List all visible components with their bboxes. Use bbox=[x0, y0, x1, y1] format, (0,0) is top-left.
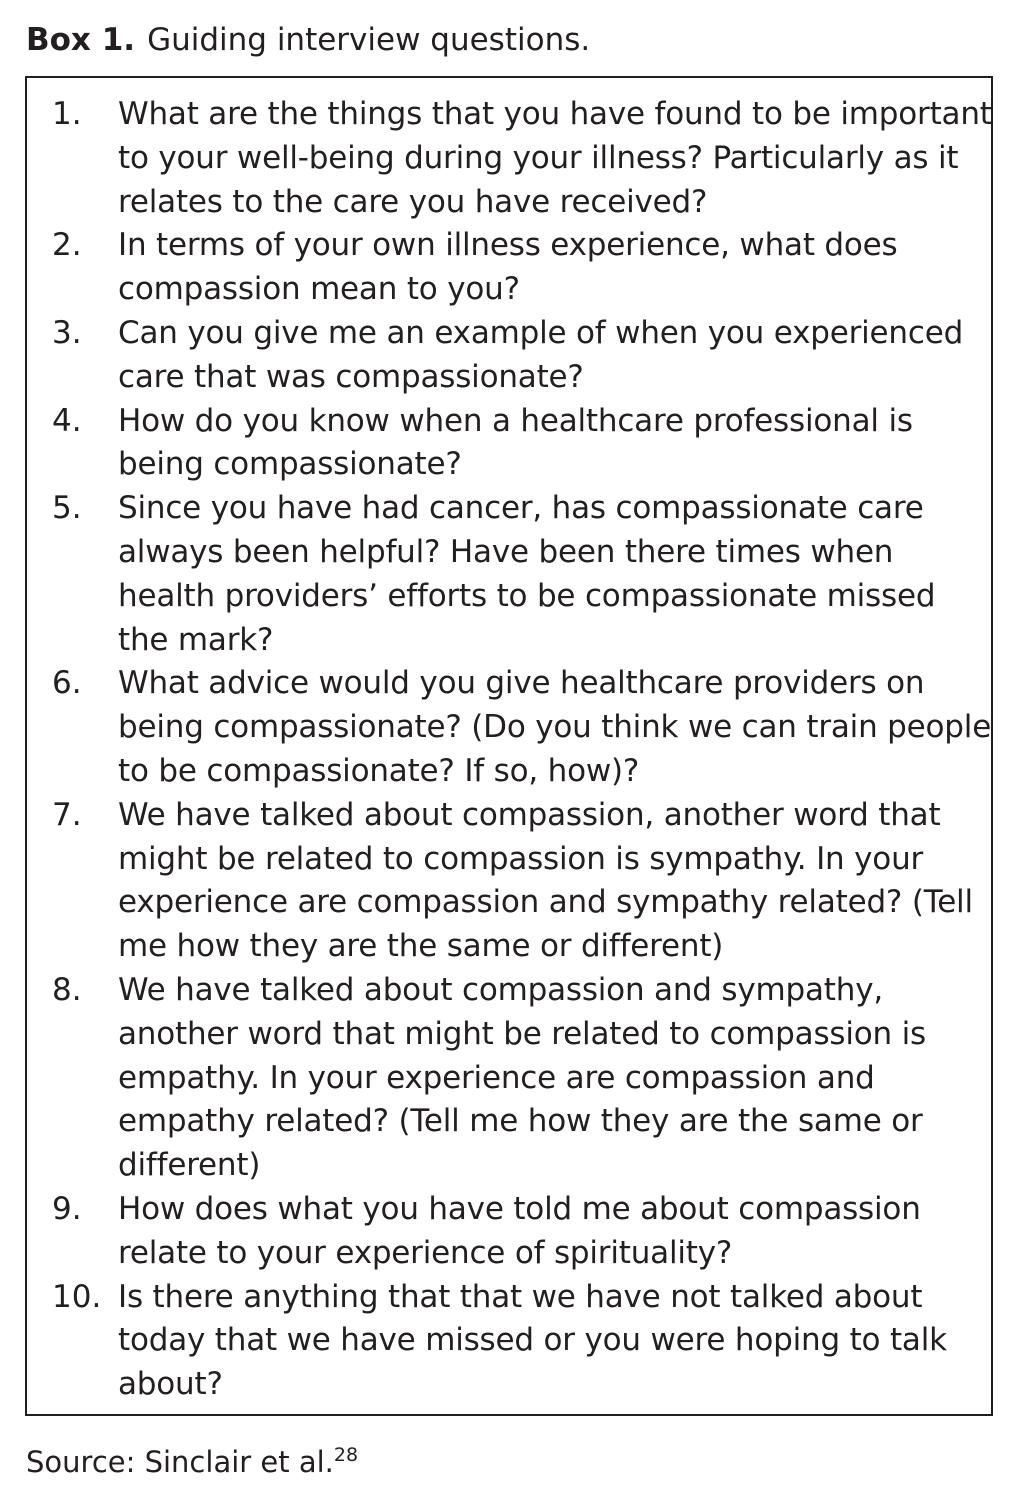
source-reference-number: 28 bbox=[333, 1444, 359, 1466]
box-title: Guiding interview questions. bbox=[147, 22, 591, 58]
question-text: Is there anything that that we have not talked about today that we have missed or you were hoping to talk about? bbox=[118, 1278, 947, 1403]
question-text: How does what you have told me about compassion relate to your experience of spirituality? bbox=[118, 1190, 921, 1271]
question-text: Since you have had cancer, has compassionate care always been helpful? Have been there times when health providers’ efforts to be compassionate missed the mark? bbox=[118, 490, 936, 658]
question-number: 7. bbox=[52, 796, 82, 833]
question-text: In terms of your own illness experience, what does compassion mean to you? bbox=[118, 227, 898, 308]
question-number: 2. bbox=[52, 227, 82, 264]
question-item bbox=[52, 224, 992, 312]
question-item bbox=[52, 794, 992, 969]
source-note bbox=[26, 1440, 358, 1484]
question-number: 5. bbox=[52, 490, 82, 527]
question-item bbox=[52, 312, 992, 400]
question-item bbox=[52, 662, 992, 793]
question-number: 3. bbox=[52, 314, 82, 351]
question-number: 9. bbox=[52, 1190, 82, 1227]
question-item bbox=[52, 1188, 992, 1276]
question-number: 8. bbox=[52, 971, 82, 1008]
questions-list bbox=[52, 93, 992, 1407]
question-text: How do you know when a healthcare professional is being compassionate? bbox=[118, 402, 913, 483]
box-label: Box 1. bbox=[26, 22, 136, 58]
question-text: We have talked about compassion, another word that might be related to compassion is sympathy. In your experience are compassion and sympathy related? (Tell me how they are the same or different) bbox=[118, 796, 973, 965]
question-item bbox=[52, 1276, 992, 1407]
question-text: Can you give me an example of when you experienced care that was compassionate? bbox=[118, 314, 964, 395]
question-item bbox=[52, 400, 992, 488]
question-item bbox=[52, 487, 992, 662]
source-text: Source: Sinclair et al. bbox=[26, 1445, 334, 1479]
question-text: We have talked about compassion and sympathy, another word that might be related to compassion is empathy. In your experience are compassion and empathy related? (Tell me how they are the same or different) bbox=[118, 971, 927, 1184]
box-caption bbox=[26, 18, 590, 62]
question-number: 4. bbox=[52, 402, 82, 439]
question-item bbox=[52, 93, 992, 224]
question-number: 10. bbox=[52, 1278, 102, 1315]
question-text: What are the things that you have found to be important to your well-being during your illness? Particularly as it relates to the care you have received? bbox=[118, 96, 992, 220]
question-number: 6. bbox=[52, 665, 82, 702]
question-text: What advice would you give healthcare providers on being compassionate? (Do you think we can train people to be compassionate? If so, how)? bbox=[118, 665, 992, 789]
question-item bbox=[52, 969, 992, 1188]
question-number: 1. bbox=[52, 96, 82, 132]
questions-box bbox=[25, 76, 993, 1416]
